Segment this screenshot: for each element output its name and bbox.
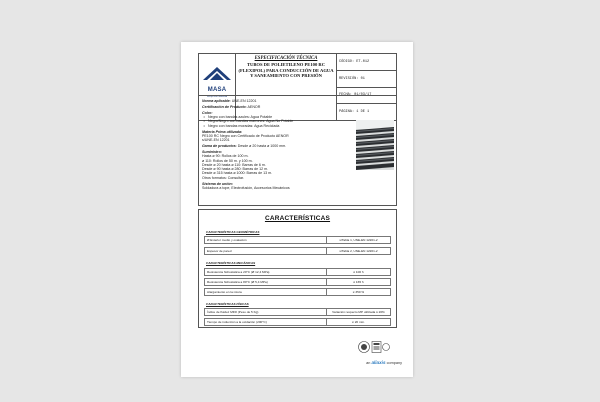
company-footer <box>366 360 402 365</box>
row-value: ≥ 350 % <box>352 290 365 294</box>
materia-line: PE100 RC Negro con Certificado de Producto AENOR <box>202 133 289 138</box>
union-value: Soldadura a tope, Electrofusión, Accesorios Mecánicos <box>202 185 290 190</box>
aliaxis-logo: aliaxis <box>371 360 386 365</box>
color-label: Color: <box>202 110 213 115</box>
table-row <box>204 268 391 276</box>
specs-text <box>202 99 350 192</box>
row-value: Variación respecto MP utilizada ≤ 20% <box>332 310 385 314</box>
suministro-block <box>202 150 350 180</box>
doc-date: FECHA: 01/03/17 <box>337 88 396 105</box>
color-item: • Negro/Negro con bandas marrones: Agua No Potable <box>202 119 350 123</box>
color-item: • Negro con bandas azules: Agua Potable <box>202 115 350 119</box>
row-value: ≥ 20 min. <box>352 320 365 324</box>
company-prefix: an <box>366 361 371 365</box>
union-label: Sistema de unión: <box>202 181 233 186</box>
spec-label: ESPECIFICACIÓN TÉCNICA <box>254 56 318 61</box>
doc-page: PÁGINA: 1 DE 1 <box>339 110 370 115</box>
document-page <box>181 42 413 377</box>
materia-block <box>202 130 350 143</box>
row-label: Alargamiento en la rotura <box>205 289 327 295</box>
suministro-label: Suministro: <box>202 149 222 154</box>
materia-label: Materia Prima utilizada: <box>202 129 243 134</box>
gama-label: Gama de productos <box>202 144 236 149</box>
row-label: Tiempo de inducción a la oxidación (200°C) <box>205 319 327 325</box>
row-value: s/Tabla 1, UNE-EN 12201-2 <box>339 238 378 242</box>
suministro-line: Desde ø 315 hasta ø 1000: Barras de 13 m. <box>202 171 273 176</box>
masa-logo-icon <box>202 66 232 86</box>
cert-value: : AENOR <box>245 104 261 109</box>
norma-line <box>202 99 350 103</box>
table-row <box>204 288 391 296</box>
suministro-line: Otros formatos: Consultar. <box>202 175 244 180</box>
norma-value: : UNE-EN 12201 <box>229 99 257 103</box>
row-value: ≥ 100 h <box>353 270 364 274</box>
suministro-line: ø 110: Rollos de 50 m. y 100 m. <box>202 158 253 163</box>
row-label: Resistencia hidrostática a 80°C (Ø 5,4 MPa) <box>205 279 327 285</box>
characteristics-box <box>198 209 397 328</box>
suministro-line: Desde ø 90 hasta ø 280: Barras de 12 m. <box>202 167 269 172</box>
doc-code: CÓDIGO: ET-012 <box>337 54 396 71</box>
norma-label: Norma aplicable <box>202 99 230 103</box>
row-label: Resistencia hidrostática a 20°C (Ø 12,4 MPa) <box>205 269 327 275</box>
table-row <box>204 318 391 326</box>
row-label: Índice de fluidez MFR (Peso de 5 Kg) <box>205 309 327 315</box>
table-row <box>204 278 391 286</box>
section-geometric-title: CARACTERÍSTICAS GEOMÉTRICAS <box>206 230 260 234</box>
brand-tagline: Grupo La Industrial <box>206 95 228 98</box>
suministro-line: Desde ø 20 hasta ø 110: Barras de 6 m. <box>202 162 266 167</box>
row-value: ≥ 165 h <box>353 280 364 284</box>
certification-marks-icon <box>358 340 390 354</box>
specs-box <box>198 95 397 206</box>
cert-label: Certificación de Producto <box>202 104 246 109</box>
section-mechanical-title: CARACTERÍSTICAS MECÁNICAS <box>206 261 256 265</box>
table-row <box>204 308 391 316</box>
cert-line <box>202 105 350 109</box>
color-item: • Negro con bandas moradas: Agua Reciclada <box>202 124 350 128</box>
table-row <box>204 247 391 255</box>
brand-name: MASA <box>207 87 227 93</box>
characteristics-title: CARACTERÍSTICAS <box>264 215 331 222</box>
table-row <box>204 236 391 244</box>
section-physical-title: CARACTERÍSTICAS FÍSICAS <box>206 302 249 306</box>
doc-revision: REVISIÓN: 01 <box>337 71 396 88</box>
gama-line <box>202 144 350 148</box>
gama-value: : Desde ø 20 hasta ø 1000 mm. <box>235 144 287 149</box>
row-label: Espesor de pared <box>205 248 327 254</box>
row-value: s/Tabla 2, UNE-EN 12201-2 <box>339 249 378 253</box>
suministro-line: Hasta ø 90: Rollos de 100 m. <box>202 154 249 159</box>
document-title: TUBOS DE POLIETILENO PE100 RC (FLEXIPOL) PARA CONDUCCIÓN DE AGUA Y SANEAMIENTO CON PRESIÓN <box>238 62 334 79</box>
company-suffix: company <box>386 361 402 365</box>
pipes-image-icon <box>356 120 394 170</box>
union-block <box>202 182 350 191</box>
row-label: Ø Exterior medio y ovalación <box>205 237 327 243</box>
materia-line: s/UNE-EN 12201 <box>202 138 230 143</box>
pipes-photo <box>356 120 394 170</box>
certification-logos <box>358 340 390 359</box>
color-block <box>202 111 350 128</box>
